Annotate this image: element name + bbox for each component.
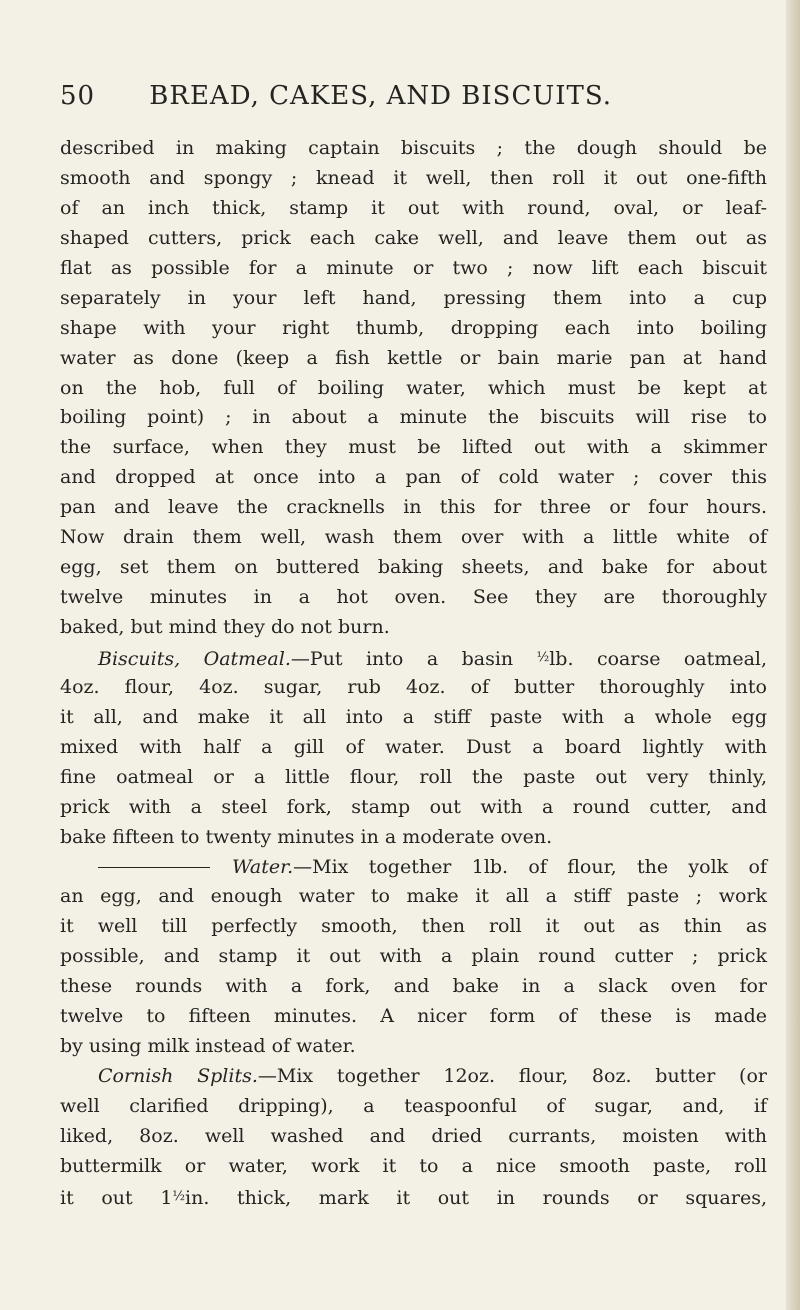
page-edge-shadow: [786, 0, 800, 1310]
text-line: boiling point) ; in about a minute the biscuits will rise to: [60, 406, 767, 429]
text-line: buttermilk or water, work it to a nice smooth paste, roll: [60, 1154, 767, 1177]
ditto-dash: [98, 867, 210, 868]
text-line: Now drain them well, wash them over with a little white of: [60, 526, 767, 549]
text-run: —Mix together 1lb. of flour, the yolk of: [293, 855, 767, 878]
text-line: shape with your right thumb, dropping each into boiling: [60, 316, 767, 339]
text-line: the surface, when they must be lifted out with a skimmer: [60, 436, 767, 459]
text-line: possible, and stamp it out with a plain round cutter ; prick: [60, 945, 767, 968]
text-line: by using milk instead of water.: [60, 1035, 356, 1058]
text-run: it out 1: [60, 1186, 173, 1209]
text-line: egg, set them on buttered baking sheets, and bake for about: [60, 556, 767, 579]
recipe-oatmeal-first-line: [60, 643, 767, 673]
recipe-title-water: Water.: [232, 855, 294, 878]
text-line: described in making captain biscuits ; the dough should be: [60, 137, 767, 159]
text-line: and dropped at once into a pan of cold water ; cover this: [60, 466, 767, 489]
recipe-title-cornish: Cornish Splits.: [98, 1065, 258, 1088]
page-number: 50: [60, 81, 96, 111]
text-line: liked, 8oz. well washed and dried currants, moisten with: [60, 1124, 767, 1147]
text-run: —Mix together 12oz. flour, 8oz. butter (or: [257, 1065, 767, 1088]
text-line: fine oatmeal or a little flour, roll the paste out very thinly,: [60, 765, 767, 788]
text-line-last: [60, 1182, 767, 1212]
recipe-water-first-line: [60, 853, 767, 883]
text-line: of an inch thick, stamp it out with round, oval, or leaf-: [60, 196, 767, 219]
text-run: —Put into a basin: [290, 647, 537, 670]
text-line: shaped cutters, prick each cake well, and leave them out as: [60, 226, 767, 249]
text-line: well clarified dripping), a teaspoonful of sugar, and, if: [60, 1095, 767, 1117]
text-line: twelve minutes in a hot oven. See they are thoroughly: [60, 586, 767, 609]
text-run: lb. coarse oatmeal,: [549, 647, 768, 670]
text-line: it all, and make it all into a stiff paste with a whole egg: [60, 705, 767, 728]
text-line: pan and leave the cracknells in this for three or four hours.: [60, 496, 767, 519]
text-line: it well till perfectly smooth, then roll it out as thin as: [60, 915, 767, 938]
text-line: twelve to fifteen minutes. A nicer form of these is made: [60, 1005, 767, 1028]
text-line: mixed with half a gill of water. Dust a board lightly with: [60, 735, 767, 758]
fraction: ½: [536, 649, 550, 665]
recipe-cornish-first-line: [60, 1062, 767, 1092]
text-line: an egg, and enough water to make it all a stiff paste ; work: [60, 885, 767, 908]
text-line: bake fifteen to twenty minutes in a moderate oven.: [60, 825, 553, 848]
text-line: 4oz. flour, 4oz. sugar, rub 4oz. of butter thoroughly into: [60, 675, 767, 698]
text-line: on the hob, full of boiling water, which must be kept at: [60, 376, 767, 399]
running-title: BREAD, CAKES, AND BISCUITS.: [149, 81, 613, 111]
fraction: ½: [172, 1188, 186, 1204]
text-line: flat as possible for a minute or two ; now lift each biscuit: [60, 256, 767, 279]
text-line: separately in your left hand, pressing them into a cup: [60, 286, 767, 309]
text-line: prick with a steel fork, stamp out with a round cutter, and: [60, 795, 767, 818]
body-text: [60, 134, 767, 1212]
page-header: [60, 76, 760, 116]
text-line: baked, but mind they do not burn.: [60, 616, 390, 638]
recipe-title-oatmeal: Biscuits, Oatmeal.: [98, 647, 291, 670]
text-line: water as done (keep a fish kettle or bain marie pan at hand: [60, 346, 767, 369]
text-line: these rounds with a fork, and bake in a slack oven for: [60, 975, 767, 998]
text-run: in. thick, mark it out in rounds or squares,: [185, 1186, 767, 1209]
text-line: smooth and spongy ; knead it well, then roll it out one-fifth: [60, 166, 767, 189]
